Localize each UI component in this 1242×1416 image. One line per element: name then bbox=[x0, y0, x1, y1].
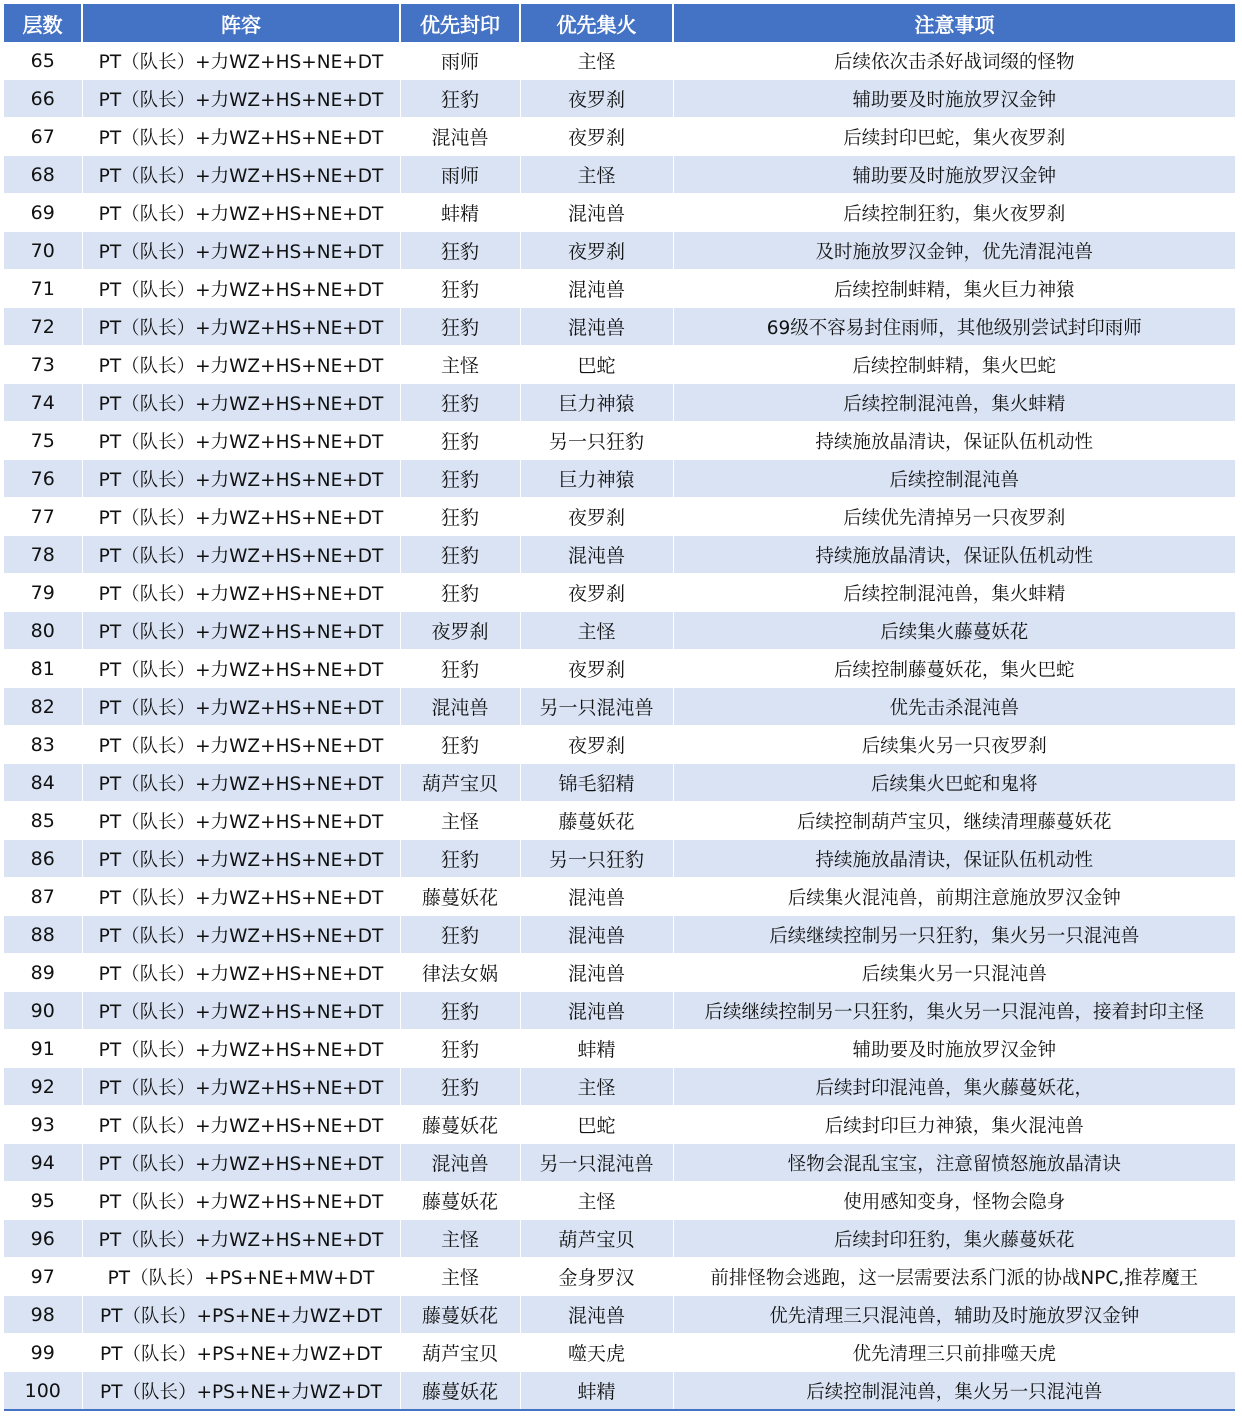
floor-cell: 77 bbox=[4, 498, 82, 536]
note-cell: 后续集火藤蔓妖花 bbox=[673, 612, 1235, 650]
lineup-cell: PT（队长）+力WZ+HS+NE+DT bbox=[82, 1030, 400, 1068]
seal-target-cell: 狂豹 bbox=[400, 1068, 520, 1106]
focus-target-cell: 混沌兽 bbox=[520, 1296, 673, 1334]
focus-target-cell: 夜罗刹 bbox=[520, 650, 673, 688]
seal-target-cell: 狂豹 bbox=[400, 916, 520, 954]
table-row bbox=[4, 118, 1235, 156]
note-cell: 使用感知变身，怪物会隐身 bbox=[673, 1182, 1235, 1220]
seal-target-cell: 葫芦宝贝 bbox=[400, 1334, 520, 1372]
note-cell: 持续施放晶清诀，保证队伍机动性 bbox=[673, 422, 1235, 460]
floor-cell: 98 bbox=[4, 1296, 82, 1334]
seal-target-cell: 混沌兽 bbox=[400, 118, 520, 156]
table-row bbox=[4, 498, 1235, 536]
focus-target-cell: 蚌精 bbox=[520, 1030, 673, 1068]
floor-cell: 69 bbox=[4, 194, 82, 232]
header-priority-seal: 优先封印 bbox=[400, 4, 520, 42]
note-cell: 后续封印狂豹，集火藤蔓妖花 bbox=[673, 1220, 1235, 1258]
focus-target-cell: 巴蛇 bbox=[520, 346, 673, 384]
lineup-cell: PT（队长）+力WZ+HS+NE+DT bbox=[82, 1106, 400, 1144]
focus-target-cell: 混沌兽 bbox=[520, 954, 673, 992]
lineup-cell: PT（队长）+力WZ+HS+NE+DT bbox=[82, 346, 400, 384]
table-row bbox=[4, 612, 1235, 650]
lineup-cell: PT（队长）+力WZ+HS+NE+DT bbox=[82, 764, 400, 802]
focus-target-cell: 夜罗刹 bbox=[520, 118, 673, 156]
lineup-cell: PT（队长）+力WZ+HS+NE+DT bbox=[82, 308, 400, 346]
seal-target-cell: 狂豹 bbox=[400, 574, 520, 612]
table-row bbox=[4, 992, 1235, 1030]
table-row bbox=[4, 764, 1235, 802]
lineup-cell: PT（队长）+力WZ+HS+NE+DT bbox=[82, 612, 400, 650]
lineup-cell: PT（队长）+力WZ+HS+NE+DT bbox=[82, 992, 400, 1030]
lineup-cell: PT（队长）+力WZ+HS+NE+DT bbox=[82, 1068, 400, 1106]
floor-cell: 76 bbox=[4, 460, 82, 498]
floor-cell: 87 bbox=[4, 878, 82, 916]
seal-target-cell: 夜罗刹 bbox=[400, 612, 520, 650]
lineup-cell: PT（队长）+力WZ+HS+NE+DT bbox=[82, 802, 400, 840]
focus-target-cell: 另一只狂豹 bbox=[520, 422, 673, 460]
floor-cell: 82 bbox=[4, 688, 82, 726]
focus-target-cell: 夜罗刹 bbox=[520, 726, 673, 764]
floor-cell: 97 bbox=[4, 1258, 82, 1296]
floor-cell: 94 bbox=[4, 1144, 82, 1182]
lineup-cell: PT（队长）+力WZ+HS+NE+DT bbox=[82, 954, 400, 992]
lineup-cell: PT（队长）+力WZ+HS+NE+DT bbox=[82, 80, 400, 118]
focus-target-cell: 巨力神猿 bbox=[520, 460, 673, 498]
table-row bbox=[4, 536, 1235, 574]
floor-cell: 73 bbox=[4, 346, 82, 384]
note-cell: 优先清理三只混沌兽，辅助及时施放罗汉金钟 bbox=[673, 1296, 1235, 1334]
seal-target-cell: 狂豹 bbox=[400, 498, 520, 536]
floor-cell: 74 bbox=[4, 384, 82, 422]
floor-cell: 83 bbox=[4, 726, 82, 764]
floor-cell: 84 bbox=[4, 764, 82, 802]
lineup-cell: PT（队长）+力WZ+HS+NE+DT bbox=[82, 270, 400, 308]
lineup-cell: PT（队长）+力WZ+HS+NE+DT bbox=[82, 42, 400, 80]
table-row bbox=[4, 1258, 1235, 1296]
floor-cell: 90 bbox=[4, 992, 82, 1030]
focus-target-cell: 夜罗刹 bbox=[520, 80, 673, 118]
lineup-cell: PT（队长）+PS+NE+力WZ+DT bbox=[82, 1334, 400, 1372]
floor-cell: 88 bbox=[4, 916, 82, 954]
note-cell: 后续封印巨力神猿，集火混沌兽 bbox=[673, 1106, 1235, 1144]
seal-target-cell: 狂豹 bbox=[400, 840, 520, 878]
table-row bbox=[4, 156, 1235, 194]
focus-target-cell: 混沌兽 bbox=[520, 916, 673, 954]
lineup-cell: PT（队长）+力WZ+HS+NE+DT bbox=[82, 650, 400, 688]
focus-target-cell: 金身罗汉 bbox=[520, 1258, 673, 1296]
table-row bbox=[4, 1106, 1235, 1144]
seal-target-cell: 主怪 bbox=[400, 346, 520, 384]
focus-target-cell: 混沌兽 bbox=[520, 194, 673, 232]
note-cell: 后续控制混沌兽 bbox=[673, 460, 1235, 498]
seal-target-cell: 藤蔓妖花 bbox=[400, 1106, 520, 1144]
note-cell: 后续控制葫芦宝贝，继续清理藤蔓妖花 bbox=[673, 802, 1235, 840]
table-row bbox=[4, 42, 1235, 80]
note-cell: 后续集火巴蛇和鬼将 bbox=[673, 764, 1235, 802]
note-cell: 后续集火另一只混沌兽 bbox=[673, 954, 1235, 992]
seal-target-cell: 狂豹 bbox=[400, 1030, 520, 1068]
note-cell: 后续控制混沌兽，集火蚌精 bbox=[673, 384, 1235, 422]
floor-cell: 86 bbox=[4, 840, 82, 878]
table-row bbox=[4, 1220, 1235, 1258]
dungeon-guide-table bbox=[4, 4, 1235, 1411]
seal-target-cell: 藤蔓妖花 bbox=[400, 878, 520, 916]
floor-cell: 66 bbox=[4, 80, 82, 118]
seal-target-cell: 狂豹 bbox=[400, 422, 520, 460]
seal-target-cell: 雨师 bbox=[400, 156, 520, 194]
lineup-cell: PT（队长）+力WZ+HS+NE+DT bbox=[82, 118, 400, 156]
seal-target-cell: 狂豹 bbox=[400, 270, 520, 308]
note-cell: 后续控制混沌兽，集火蚌精 bbox=[673, 574, 1235, 612]
seal-target-cell: 狂豹 bbox=[400, 232, 520, 270]
table-row bbox=[4, 840, 1235, 878]
lineup-cell: PT（队长）+PS+NE+力WZ+DT bbox=[82, 1296, 400, 1334]
note-cell: 后续控制蚌精，集火巨力神猿 bbox=[673, 270, 1235, 308]
lineup-cell: PT（队长）+力WZ+HS+NE+DT bbox=[82, 726, 400, 764]
lineup-cell: PT（队长）+力WZ+HS+NE+DT bbox=[82, 232, 400, 270]
focus-target-cell: 另一只混沌兽 bbox=[520, 1144, 673, 1182]
floor-cell: 75 bbox=[4, 422, 82, 460]
floor-cell: 72 bbox=[4, 308, 82, 346]
lineup-cell: PT（队长）+力WZ+HS+NE+DT bbox=[82, 460, 400, 498]
focus-target-cell: 另一只混沌兽 bbox=[520, 688, 673, 726]
note-cell: 辅助要及时施放罗汉金钟 bbox=[673, 1030, 1235, 1068]
seal-target-cell: 狂豹 bbox=[400, 650, 520, 688]
header-floor: 层数 bbox=[4, 4, 82, 42]
note-cell: 后续继续控制另一只狂豹，集火另一只混沌兽 bbox=[673, 916, 1235, 954]
lineup-cell: PT（队长）+力WZ+HS+NE+DT bbox=[82, 878, 400, 916]
table-row bbox=[4, 916, 1235, 954]
floor-cell: 100 bbox=[4, 1372, 82, 1411]
floor-cell: 93 bbox=[4, 1106, 82, 1144]
focus-target-cell: 夜罗刹 bbox=[520, 574, 673, 612]
lineup-cell: PT（队长）+PS+NE+力WZ+DT bbox=[82, 1372, 400, 1411]
focus-target-cell: 锦毛貂精 bbox=[520, 764, 673, 802]
note-cell: 持续施放晶清诀，保证队伍机动性 bbox=[673, 840, 1235, 878]
table-row bbox=[4, 270, 1235, 308]
table-row bbox=[4, 1030, 1235, 1068]
lineup-cell: PT（队长）+力WZ+HS+NE+DT bbox=[82, 688, 400, 726]
seal-target-cell: 主怪 bbox=[400, 1220, 520, 1258]
floor-cell: 78 bbox=[4, 536, 82, 574]
floor-cell: 92 bbox=[4, 1068, 82, 1106]
table-row bbox=[4, 574, 1235, 612]
seal-target-cell: 蚌精 bbox=[400, 194, 520, 232]
focus-target-cell: 主怪 bbox=[520, 1182, 673, 1220]
note-cell: 后续控制狂豹，集火夜罗刹 bbox=[673, 194, 1235, 232]
focus-target-cell: 混沌兽 bbox=[520, 308, 673, 346]
seal-target-cell: 藤蔓妖花 bbox=[400, 1296, 520, 1334]
seal-target-cell: 狂豹 bbox=[400, 460, 520, 498]
floor-cell: 96 bbox=[4, 1220, 82, 1258]
table-row bbox=[4, 80, 1235, 118]
lineup-cell: PT（队长）+力WZ+HS+NE+DT bbox=[82, 1182, 400, 1220]
note-cell: 辅助要及时施放罗汉金钟 bbox=[673, 80, 1235, 118]
table-row bbox=[4, 878, 1235, 916]
seal-target-cell: 混沌兽 bbox=[400, 688, 520, 726]
table-row bbox=[4, 422, 1235, 460]
lineup-cell: PT（队长）+力WZ+HS+NE+DT bbox=[82, 194, 400, 232]
lineup-cell: PT（队长）+力WZ+HS+NE+DT bbox=[82, 1144, 400, 1182]
seal-target-cell: 雨师 bbox=[400, 42, 520, 80]
focus-target-cell: 混沌兽 bbox=[520, 270, 673, 308]
table-header-row bbox=[4, 4, 1235, 42]
note-cell: 后续封印巴蛇，集火夜罗刹 bbox=[673, 118, 1235, 156]
table-row bbox=[4, 688, 1235, 726]
seal-target-cell: 狂豹 bbox=[400, 80, 520, 118]
seal-target-cell: 狂豹 bbox=[400, 992, 520, 1030]
seal-target-cell: 混沌兽 bbox=[400, 1144, 520, 1182]
lineup-cell: PT（队长）+力WZ+HS+NE+DT bbox=[82, 156, 400, 194]
note-cell: 优先清理三只前排噬天虎 bbox=[673, 1334, 1235, 1372]
focus-target-cell: 混沌兽 bbox=[520, 536, 673, 574]
seal-target-cell: 狂豹 bbox=[400, 536, 520, 574]
focus-target-cell: 混沌兽 bbox=[520, 992, 673, 1030]
seal-target-cell: 狂豹 bbox=[400, 384, 520, 422]
floor-cell: 65 bbox=[4, 42, 82, 80]
seal-target-cell: 主怪 bbox=[400, 1258, 520, 1296]
note-cell: 优先击杀混沌兽 bbox=[673, 688, 1235, 726]
note-cell: 后续继续控制另一只狂豹，集火另一只混沌兽，接着封印主怪 bbox=[673, 992, 1235, 1030]
focus-target-cell: 主怪 bbox=[520, 156, 673, 194]
floor-cell: 89 bbox=[4, 954, 82, 992]
table-row bbox=[4, 460, 1235, 498]
focus-target-cell: 噬天虎 bbox=[520, 1334, 673, 1372]
floor-cell: 80 bbox=[4, 612, 82, 650]
seal-target-cell: 主怪 bbox=[400, 802, 520, 840]
lineup-cell: PT（队长）+力WZ+HS+NE+DT bbox=[82, 916, 400, 954]
note-cell: 后续封印混沌兽，集火藤蔓妖花， bbox=[673, 1068, 1235, 1106]
floor-cell: 81 bbox=[4, 650, 82, 688]
floor-cell: 70 bbox=[4, 232, 82, 270]
floor-cell: 85 bbox=[4, 802, 82, 840]
note-cell: 后续依次击杀好战词缀的怪物 bbox=[673, 42, 1235, 80]
seal-target-cell: 狂豹 bbox=[400, 726, 520, 764]
focus-target-cell: 巴蛇 bbox=[520, 1106, 673, 1144]
floor-cell: 79 bbox=[4, 574, 82, 612]
lineup-cell: PT（队长）+力WZ+HS+NE+DT bbox=[82, 498, 400, 536]
table-row bbox=[4, 802, 1235, 840]
lineup-cell: PT（队长）+PS+NE+MW+DT bbox=[82, 1258, 400, 1296]
note-cell: 后续控制混沌兽，集火另一只混沌兽 bbox=[673, 1372, 1235, 1411]
floor-cell: 67 bbox=[4, 118, 82, 156]
note-cell: 后续控制藤蔓妖花，集火巴蛇 bbox=[673, 650, 1235, 688]
focus-target-cell: 另一只狂豹 bbox=[520, 840, 673, 878]
lineup-cell: PT（队长）+力WZ+HS+NE+DT bbox=[82, 384, 400, 422]
seal-target-cell: 律法女娲 bbox=[400, 954, 520, 992]
focus-target-cell: 蚌精 bbox=[520, 1372, 673, 1411]
floor-cell: 68 bbox=[4, 156, 82, 194]
table-row bbox=[4, 194, 1235, 232]
header-priority-focus: 优先集火 bbox=[520, 4, 673, 42]
lineup-cell: PT（队长）+力WZ+HS+NE+DT bbox=[82, 536, 400, 574]
focus-target-cell: 混沌兽 bbox=[520, 878, 673, 916]
note-cell: 辅助要及时施放罗汉金钟 bbox=[673, 156, 1235, 194]
floor-cell: 71 bbox=[4, 270, 82, 308]
floor-cell: 91 bbox=[4, 1030, 82, 1068]
focus-target-cell: 主怪 bbox=[520, 612, 673, 650]
note-cell: 后续控制蚌精，集火巴蛇 bbox=[673, 346, 1235, 384]
lineup-cell: PT（队长）+力WZ+HS+NE+DT bbox=[82, 1220, 400, 1258]
table-row bbox=[4, 1334, 1235, 1372]
floor-cell: 95 bbox=[4, 1182, 82, 1220]
table-row bbox=[4, 650, 1235, 688]
table-row bbox=[4, 346, 1235, 384]
seal-target-cell: 藤蔓妖花 bbox=[400, 1372, 520, 1411]
table-row bbox=[4, 384, 1235, 422]
header-notes: 注意事项 bbox=[673, 4, 1235, 42]
table-row bbox=[4, 1296, 1235, 1334]
seal-target-cell: 葫芦宝贝 bbox=[400, 764, 520, 802]
table-body bbox=[4, 42, 1235, 1410]
focus-target-cell: 藤蔓妖花 bbox=[520, 802, 673, 840]
note-cell: 前排怪物会逃跑，这一层需要法系门派的协战NPC,推荐魔王 bbox=[673, 1258, 1235, 1296]
focus-target-cell: 主怪 bbox=[520, 42, 673, 80]
note-cell: 69级不容易封住雨师，其他级别尝试封印雨师 bbox=[673, 308, 1235, 346]
lineup-cell: PT（队长）+力WZ+HS+NE+DT bbox=[82, 422, 400, 460]
seal-target-cell: 藤蔓妖花 bbox=[400, 1182, 520, 1220]
lineup-cell: PT（队长）+力WZ+HS+NE+DT bbox=[82, 840, 400, 878]
table-row bbox=[4, 1372, 1235, 1411]
lineup-cell: PT（队长）+力WZ+HS+NE+DT bbox=[82, 574, 400, 612]
note-cell: 后续集火混沌兽，前期注意施放罗汉金钟 bbox=[673, 878, 1235, 916]
table-row bbox=[4, 1182, 1235, 1220]
focus-target-cell: 葫芦宝贝 bbox=[520, 1220, 673, 1258]
table-row bbox=[4, 1068, 1235, 1106]
note-cell: 及时施放罗汉金钟，优先清混沌兽 bbox=[673, 232, 1235, 270]
note-cell: 持续施放晶清诀，保证队伍机动性 bbox=[673, 536, 1235, 574]
focus-target-cell: 夜罗刹 bbox=[520, 232, 673, 270]
focus-target-cell: 夜罗刹 bbox=[520, 498, 673, 536]
focus-target-cell: 巨力神猿 bbox=[520, 384, 673, 422]
seal-target-cell: 狂豹 bbox=[400, 308, 520, 346]
table-row bbox=[4, 232, 1235, 270]
header-lineup: 阵容 bbox=[82, 4, 400, 42]
note-cell: 怪物会混乱宝宝，注意留愤怒施放晶清诀 bbox=[673, 1144, 1235, 1182]
focus-target-cell: 主怪 bbox=[520, 1068, 673, 1106]
floor-cell: 99 bbox=[4, 1334, 82, 1372]
note-cell: 后续优先清掉另一只夜罗刹 bbox=[673, 498, 1235, 536]
note-cell: 后续集火另一只夜罗刹 bbox=[673, 726, 1235, 764]
table-row bbox=[4, 954, 1235, 992]
table-row bbox=[4, 1144, 1235, 1182]
table-row bbox=[4, 308, 1235, 346]
table-row bbox=[4, 726, 1235, 764]
